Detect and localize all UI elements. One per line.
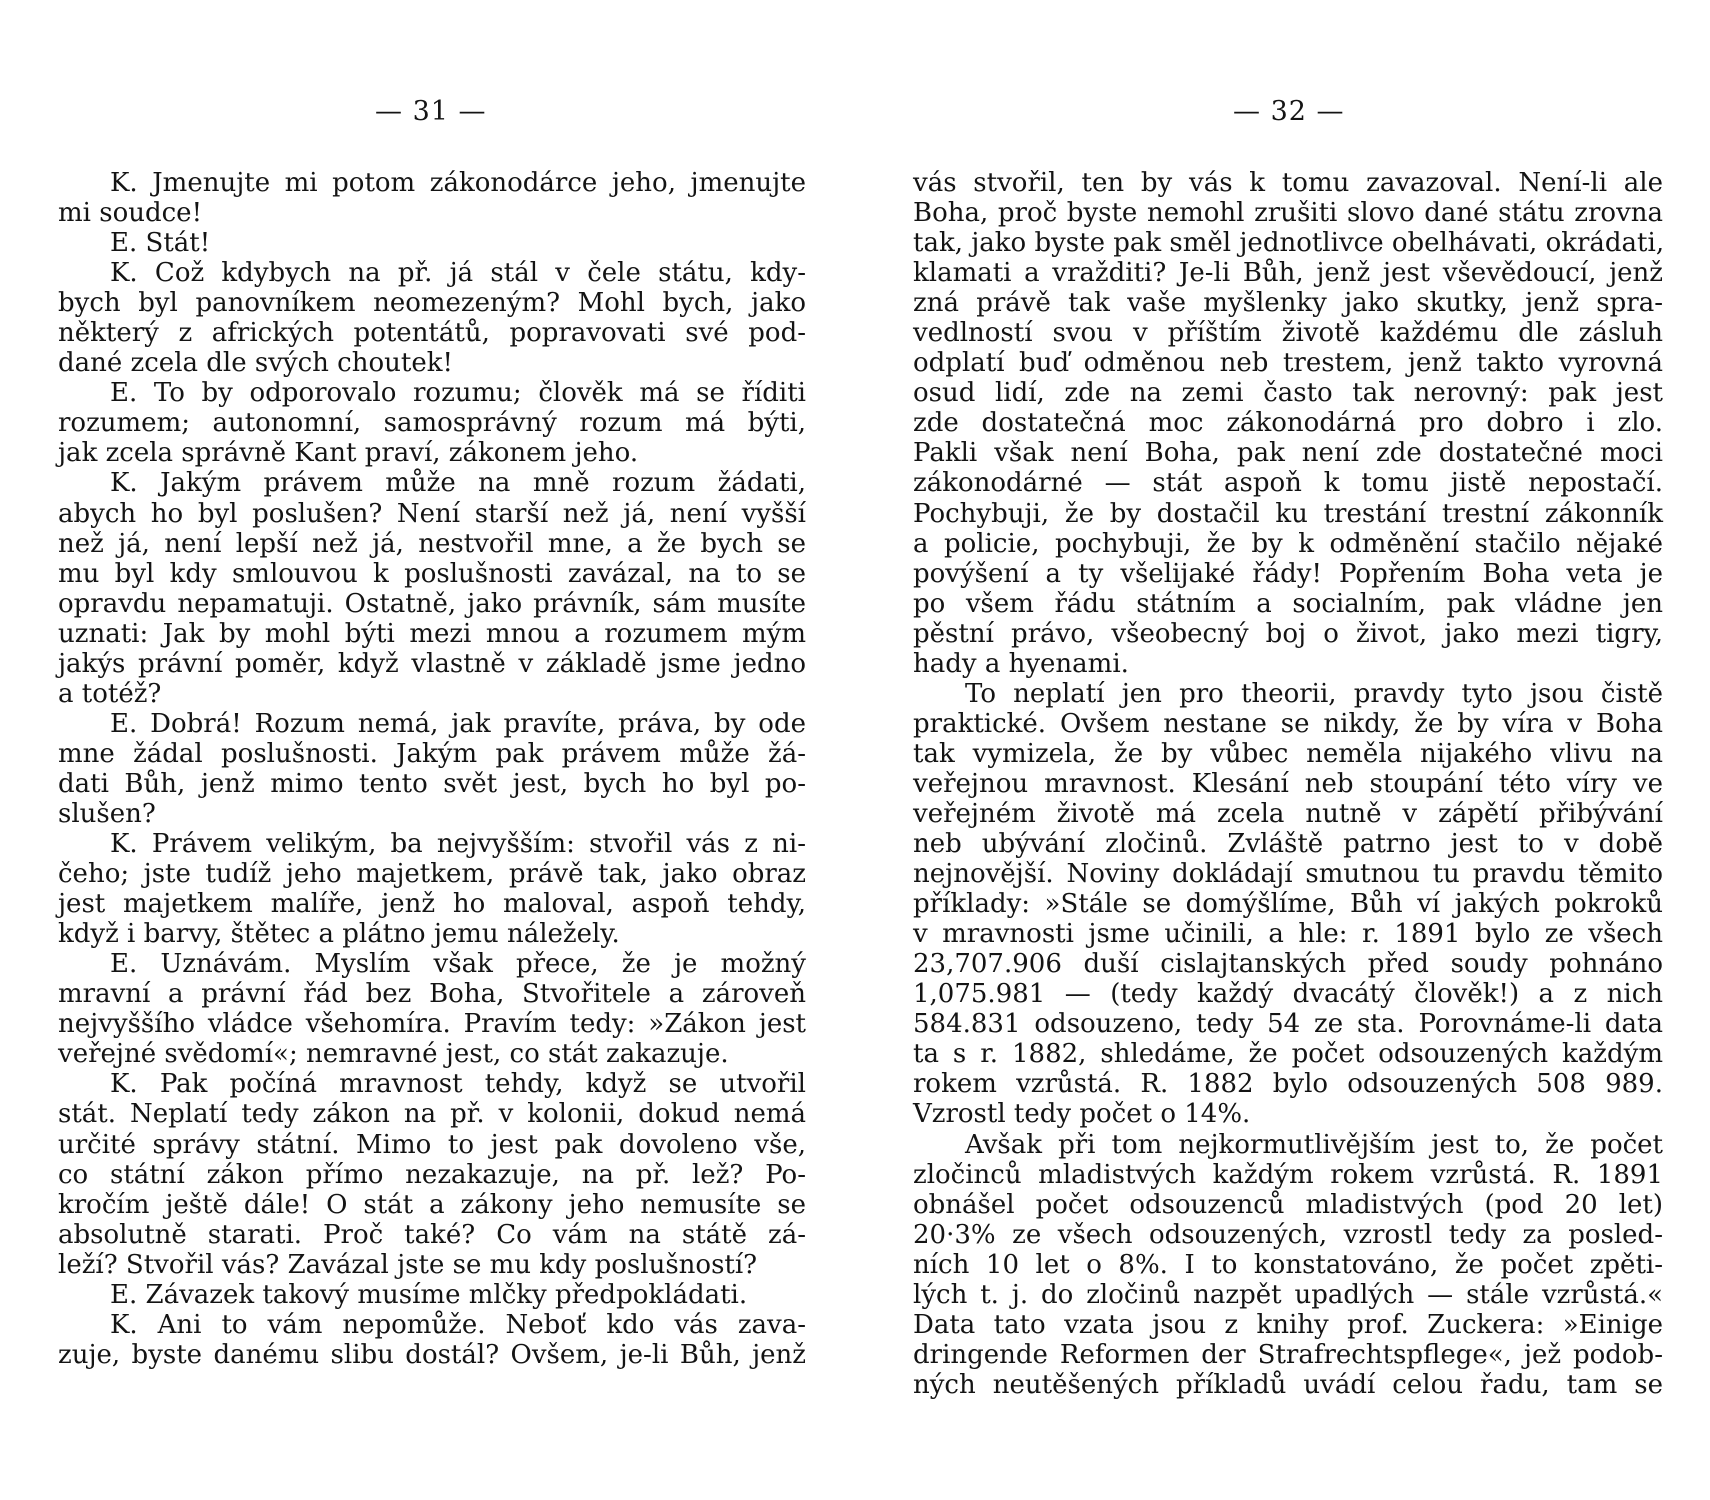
text-line: neb ubývání zločinů. Zvláště patrno jest to v době: [913, 829, 1663, 860]
text-line: uznati: Jak by mohl býti mezi mnou a rozumem mým: [58, 618, 806, 649]
text-line: když i barvy, štětec a plátno jemu náležely.: [58, 919, 620, 950]
text-line: 23,707.906 duší cislajtanských před soudy pohnáno: [913, 949, 1663, 980]
right-page: [855, 0, 1710, 1500]
text-line: dringende Reformen der Strafrechtspflege«, jež podob-: [913, 1339, 1663, 1370]
text-line: Pochybuji, že by dostačil ku trestání trestní zákonník: [913, 498, 1663, 529]
text-line: absolutně starati. Proč také? Co vám na státě zá-: [58, 1219, 806, 1250]
text-line: zná právě tak vaše myšlenky jako skutky, jenž spra-: [913, 288, 1663, 319]
text-line: slušen?: [58, 798, 156, 829]
text-line: praktické. Ovšem nestane se nikdy, že by víra v Boha: [913, 708, 1663, 739]
text-line: K. Právem velikým, ba nejvyšším: stvořil vás z ni-: [110, 829, 806, 860]
text-line: K. Pak počíná mravnost tehdy, když se utvořil: [110, 1069, 806, 1100]
text-line: dané zcela dle svých choutek!: [58, 348, 453, 379]
text-line: mravní a právní řád bez Boha, Stvořitele a zároveň: [58, 979, 806, 1010]
text-line: některý z afrických potentátů, popravovati své pod-: [58, 318, 806, 349]
text-line: bych byl panovníkem neomezeným? Mohl bych, jako: [58, 288, 806, 319]
text-line: určité správy státní. Mimo to jest pak dovoleno vše,: [58, 1129, 806, 1160]
text-line: abych ho byl poslušen? Není starší než já, není vyšší: [58, 498, 806, 529]
text-line: příklady: »Stále se domýšlíme, Bůh ví jakých pokroků: [913, 889, 1663, 920]
text-line: Boha, proč byste nemohl zrušiti slovo dané státu zrovna: [913, 198, 1663, 229]
page-body-text: [58, 168, 806, 1370]
text-line: ných neutěšených příkladů uvádí celou řadu, tam se: [913, 1369, 1663, 1400]
text-line: veřejnou mravnost. Klesání neb stoupání této víry ve: [913, 768, 1663, 799]
text-line: K. Což kdybych na př. já stál v čele státu, kdy-: [110, 258, 806, 289]
text-line: E. Stát!: [110, 228, 211, 259]
text-line: K. Jmenujte mi potom zákonodárce jeho, jmenujte: [110, 168, 806, 198]
page-body-text: [913, 168, 1663, 1400]
text-line: po všem řádu státním a socialním, pak vládne jen: [913, 588, 1663, 619]
text-line: a policie, pochybuji, že by k odměnění stačilo nějaké: [913, 528, 1663, 559]
text-line: K. Jakým právem může na mně rozum žádati,: [110, 468, 806, 499]
text-line: kročím ještě dále! O stát a zákony jeho nemusíte se: [58, 1189, 806, 1220]
text-line: klamati a vražditi? Je-li Bůh, jenž jest vševědoucí, jenž: [913, 258, 1663, 289]
text-line: dati Bůh, jenž mimo tento svět jest, bych ho byl po-: [58, 768, 806, 799]
text-line: odplatí buď odměnou neb trestem, jenž takto vyrovná: [913, 348, 1663, 379]
text-line: jakýs právní poměr, když vlastně v základě jsme jedno: [58, 648, 806, 679]
page-number: — 31 —: [375, 96, 487, 127]
text-line: E. To by odporovalo rozumu; člověk má se říditi: [110, 378, 806, 409]
text-line: veřejném životě má zcela nutně v zápětí přibývání: [913, 798, 1663, 829]
text-line: vás stvořil, ten by vás k tomu zavazoval. Není-li ale: [913, 168, 1663, 198]
text-line: 1,075.981 — (tedy každý dvacátý člověk!) a z nich: [913, 979, 1663, 1010]
text-line: To neplatí jen pro theorii, pravdy tyto jsou čistě: [965, 678, 1663, 709]
text-line: než já, není lepší než já, nestvořil mne, a že bych se: [58, 528, 806, 559]
text-line: rokem vzrůstá. R. 1882 bylo odsouzených 508 989.: [913, 1069, 1663, 1100]
text-line: E. Uznávám. Myslím však přece, že je možný: [110, 949, 806, 980]
text-line: K. Ani to vám nepomůže. Neboť kdo vás zava-: [110, 1309, 806, 1340]
text-line: a totéž?: [58, 678, 162, 709]
text-line: tak, jako byste pak směl jednotlivce obelhávati, okrádati,: [913, 228, 1665, 259]
text-line: jest majetkem malíře, jenž ho maloval, aspoň tehdy,: [58, 889, 806, 920]
text-line: co státní zákon přímo nezakazuje, na př. lež? Po-: [58, 1159, 806, 1190]
text-line: ta s r. 1882, shledáme, že počet odsouzených každým: [913, 1039, 1663, 1070]
text-line: čeho; jste tudíž jeho majetkem, právě tak, jako obraz: [58, 859, 806, 890]
text-line: vedlností svou v příštím životě každému dle zásluh: [913, 318, 1663, 349]
text-line: povýšení a ty všelijaké řády! Popřením Boha veta je: [913, 558, 1663, 589]
text-line: lých t. j. do zločinů nazpět upadlých — stále vzrůstá.«: [913, 1279, 1663, 1310]
text-line: leží? Stvořil vás? Zavázal jste se mu kdy poslušností?: [58, 1249, 758, 1280]
text-line: v mravnosti jsme učinili, a hle: r. 1891 bylo ze všech: [913, 919, 1663, 950]
text-line: mu byl kdy smlouvou k poslušnosti zavázal, na to se: [58, 558, 806, 589]
text-line: 584.831 odsouzeno, tedy 54 ze sta. Porovnáme-li data: [913, 1009, 1663, 1040]
text-line: osud lidí, zde na zemi často tak nerovný: pak jest: [913, 378, 1663, 409]
text-line: mne žádal poslušnosti. Jakým pak právem může žá-: [58, 738, 806, 769]
text-line: Avšak při tom nejkormutlivějším jest to, že počet: [965, 1129, 1663, 1160]
text-line: veřejné svědomí«; nemravné jest, co stát zakazuje.: [58, 1039, 729, 1070]
text-line: tak vymizela, že by vůbec neměla nijakého vlivu na: [913, 738, 1663, 769]
text-line: zde dostatečná moc zákonodárná pro dobro i zlo.: [913, 408, 1663, 439]
text-line: E. Dobrá! Rozum nemá, jak pravíte, práva, by ode: [110, 708, 806, 739]
text-line: Data tato vzata jsou z knihy prof. Zuckera: »Einige: [913, 1309, 1663, 1340]
text-line: stát. Neplatí tedy zákon na př. v kolonii, dokud nemá: [58, 1099, 806, 1130]
text-line: obnášel počet odsouzenců mladistvých (pod 20 let): [913, 1189, 1663, 1220]
text-line: E. Závazek takový musíme mlčky předpokládati.: [110, 1279, 748, 1310]
text-line: zákonodárné — stát aspoň k tomu jistě nepostačí.: [913, 468, 1663, 499]
text-line: nejvyššího vládce všehomíra. Pravím tedy: »Zákon jest: [58, 1009, 806, 1040]
text-line: hady a hyenami.: [913, 648, 1129, 679]
text-line: 20·3% ze všech odsouzených, vzrostl tedy za posled-: [913, 1219, 1663, 1250]
text-line: mi soudce!: [58, 198, 203, 229]
text-line: nejnovější. Noviny dokládají smutnou tu pravdu těmito: [913, 859, 1663, 890]
text-line: pěstní právo, všeobecný boj o život, jako mezi tigry,: [913, 618, 1663, 649]
text-line: ních 10 let o 8%. I to konstatováno, že počet zpěti-: [913, 1249, 1663, 1280]
text-line: zuje, byste danému slibu dostál? Ovšem, je-li Bůh, jenž: [58, 1339, 806, 1370]
text-line: Vzrostl tedy počet o 14%.: [913, 1099, 1251, 1130]
text-line: opravdu nepamatuji. Ostatně, jako právník, sám musíte: [58, 588, 806, 619]
text-line: rozumem; autonomní, samosprávný rozum má býti,: [58, 408, 806, 439]
text-line: zločinců mladistvých každým rokem vzrůstá. R. 1891: [913, 1159, 1663, 1190]
page-number: — 32 —: [1233, 96, 1345, 127]
text-line: Pakli však není Boha, pak není zde dostatečné moci: [913, 438, 1663, 469]
text-line: jak zcela správně Kant praví, zákonem jeho.: [58, 438, 639, 469]
